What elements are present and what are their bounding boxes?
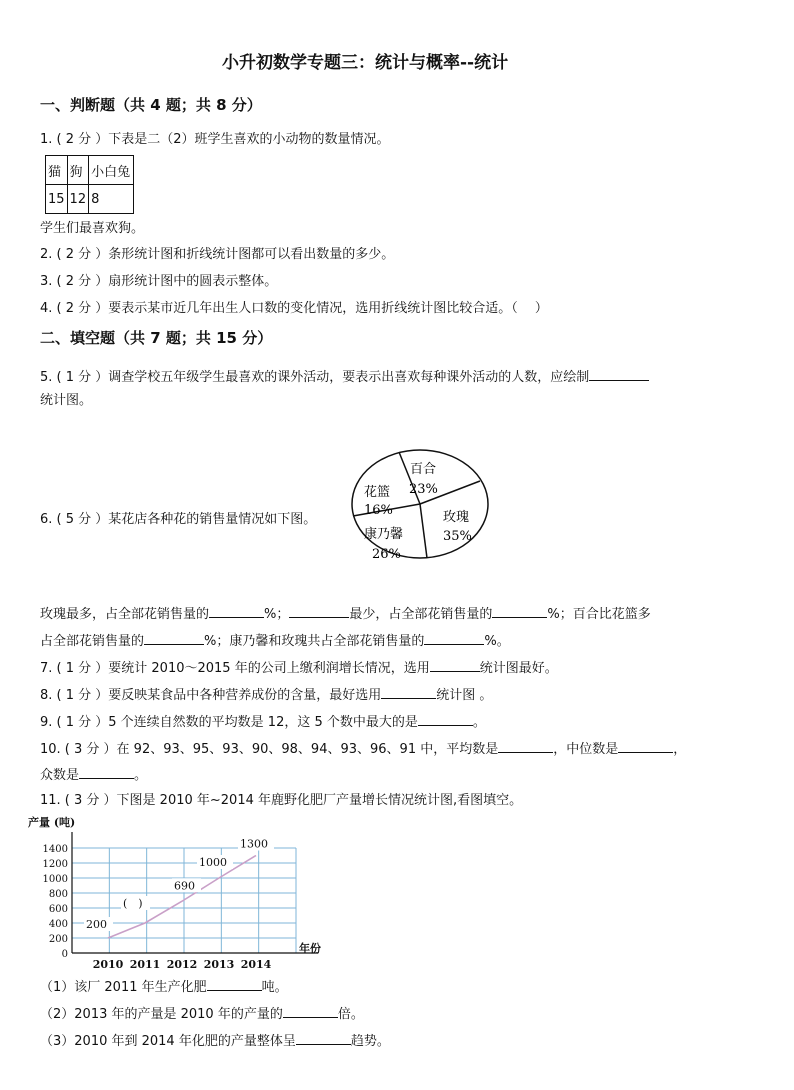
pie-value-rose: 35% xyxy=(443,529,472,544)
question-5 xyxy=(40,366,649,387)
question-6: 6. ( 5 分 ）某花店各种花的销售量情况如下图。 xyxy=(40,512,317,527)
answer-blank[interactable] xyxy=(283,1003,338,1018)
pie-label-basket: 花篮 xyxy=(364,485,391,500)
animal-table xyxy=(45,155,134,214)
section-1-heading: 一、判断题（共 4 题；共 8 分） xyxy=(40,96,262,114)
text: 。 xyxy=(134,768,148,783)
table-cell-cat: 15 xyxy=(46,185,68,214)
pie-divider xyxy=(420,504,427,558)
question-5-text: 5. ( 1 分 ）调查学校五年级学生最喜欢的课外活动，要表示出喜欢每种课外活动的人数，应绘制 xyxy=(40,370,590,385)
section-2-heading: 二、填空题（共 7 题；共 15 分） xyxy=(40,329,273,347)
data-label: ( ) xyxy=(123,897,143,910)
text: 最少，占全部花销售量的 xyxy=(349,607,493,622)
text: ，中位数是 xyxy=(553,742,619,757)
text: %；康乃馨和玫瑰共占全部花销售量的 xyxy=(204,634,425,649)
text: 9. ( 1 分 ）5 个连续自然数的平均数是 12，这 5 个数中最大的是 xyxy=(40,715,418,730)
x-axis-title: 年份 xyxy=(299,942,321,955)
y-tick-label: 1400 xyxy=(42,844,68,855)
question-4: 4. ( 2 分 ）要表示某市近几年出生人口数的变化情况，选用折线统计图比较合适。（ ） xyxy=(40,301,548,316)
table-cell-rabbit: 8 xyxy=(89,185,134,214)
answer-blank[interactable] xyxy=(79,764,134,779)
question-10-tail xyxy=(40,764,147,785)
y-tick-label: 1000 xyxy=(42,874,68,885)
text: %；百合比花篮多 xyxy=(547,607,651,622)
pie-value-basket: 16% xyxy=(364,503,393,518)
y-tick-label: 800 xyxy=(48,889,68,900)
text: %。 xyxy=(484,634,510,649)
answer-blank[interactable] xyxy=(207,976,262,991)
text: 。 xyxy=(472,715,486,730)
flower-pie-chart xyxy=(350,448,495,560)
data-label: 200 xyxy=(86,918,107,931)
answer-blank[interactable] xyxy=(498,738,553,753)
y-tick-label: 1200 xyxy=(42,859,68,870)
data-label: 1300 xyxy=(240,837,268,851)
text: 10. ( 3 分 ）在 92、93、95、93、90、98、94、93、96、91 中，平均数是 xyxy=(40,742,499,757)
question-2: 2. ( 2 分 ）条形统计图和折线统计图都可以看出数量的多少。 xyxy=(40,247,395,262)
text: 7. ( 1 分 ）要统计 2010～2015 年的公司上缴利润增长情况，选用 xyxy=(40,661,430,676)
text: 众数是 xyxy=(40,768,80,783)
question-6-line-1 xyxy=(40,603,651,624)
text: 吨。 xyxy=(261,980,288,995)
question-11-sub-3 xyxy=(40,1030,390,1051)
answer-blank[interactable] xyxy=(492,603,547,618)
pie-value-carnation: 26% xyxy=(372,547,401,560)
text: （2）2013 年的产量是 2010 年的产量的 xyxy=(40,1007,283,1022)
text: （1）该厂 2011 年生产化肥 xyxy=(40,980,207,995)
question-7 xyxy=(40,657,558,678)
table-cell-dog: 12 xyxy=(67,185,89,214)
question-1-statement: 学生们最喜欢狗。 xyxy=(40,221,145,236)
data-label: 690 xyxy=(174,879,195,893)
page-title: 小升初数学专题三：统计与概率--统计 xyxy=(222,53,509,73)
data-label: 1000 xyxy=(199,856,227,869)
text: 统计图 。 xyxy=(436,688,493,703)
answer-blank[interactable] xyxy=(430,657,480,672)
text: 趋势。 xyxy=(350,1034,390,1049)
question-11: 11. ( 3 分 ）下图是 2010 年~2014 年鹿野化肥厂产量增长情况统计图,看图填空。 xyxy=(40,793,523,808)
question-11-sub-2 xyxy=(40,1003,364,1024)
answer-blank[interactable] xyxy=(418,711,473,726)
y-tick-label: 0 xyxy=(61,949,68,960)
question-9 xyxy=(40,711,486,732)
question-10 xyxy=(40,738,686,759)
question-5-tail: 统计图。 xyxy=(40,393,93,408)
y-tick-label: 200 xyxy=(48,934,68,945)
table-header-cat: 猫 xyxy=(46,156,68,185)
pie-label-carnation: 康乃馨 xyxy=(364,527,404,542)
y-tick-label: 600 xyxy=(48,904,68,915)
text: 统计图最好。 xyxy=(479,661,558,676)
answer-blank[interactable] xyxy=(381,684,436,699)
text: （3）2010 年到 2014 年化肥的产量整体呈 xyxy=(40,1034,296,1049)
pie-value-lily: 23% xyxy=(409,482,438,497)
x-tick-label: 2014 xyxy=(240,958,272,971)
text: 占全部花销售量的 xyxy=(40,634,145,649)
pie-label-lily: 百合 xyxy=(410,462,437,477)
answer-blank[interactable] xyxy=(144,630,204,645)
y-axis-title: 产量 (吨) xyxy=(28,816,76,829)
question-6-line-2 xyxy=(40,630,510,651)
answer-blank[interactable] xyxy=(296,1030,351,1045)
answer-blank[interactable] xyxy=(589,366,649,381)
question-1: 1. ( 2 分 ）下表是二（2）班学生喜欢的小动物的数量情况。 xyxy=(40,132,390,147)
answer-blank[interactable] xyxy=(289,603,349,618)
text: %； xyxy=(264,607,290,622)
text: 倍。 xyxy=(337,1007,364,1022)
text: ， xyxy=(673,742,687,757)
question-3: 3. ( 2 分 ）扇形统计图中的圆表示整体。 xyxy=(40,274,278,289)
text: 8. ( 1 分 ）要反映某食品中各种营养成份的含量，最好选用 xyxy=(40,688,382,703)
answer-blank[interactable] xyxy=(424,630,484,645)
pie-label-rose: 玫瑰 xyxy=(443,510,470,525)
x-tick-label: 2011 xyxy=(129,958,161,971)
answer-blank[interactable] xyxy=(209,603,264,618)
question-8 xyxy=(40,684,492,705)
x-tick-label: 2012 xyxy=(166,958,198,971)
fertilizer-line-chart xyxy=(28,810,338,975)
text: 玫瑰最多，占全部花销售量的 xyxy=(40,607,210,622)
table-header-rabbit: 小白兔 xyxy=(89,156,134,185)
x-tick-label: 2013 xyxy=(203,958,235,971)
question-11-sub-1 xyxy=(40,976,288,997)
x-tick-label: 2010 xyxy=(92,958,124,971)
answer-blank[interactable] xyxy=(618,738,673,753)
y-tick-label: 400 xyxy=(48,919,68,930)
table-header-dog: 狗 xyxy=(67,156,89,185)
